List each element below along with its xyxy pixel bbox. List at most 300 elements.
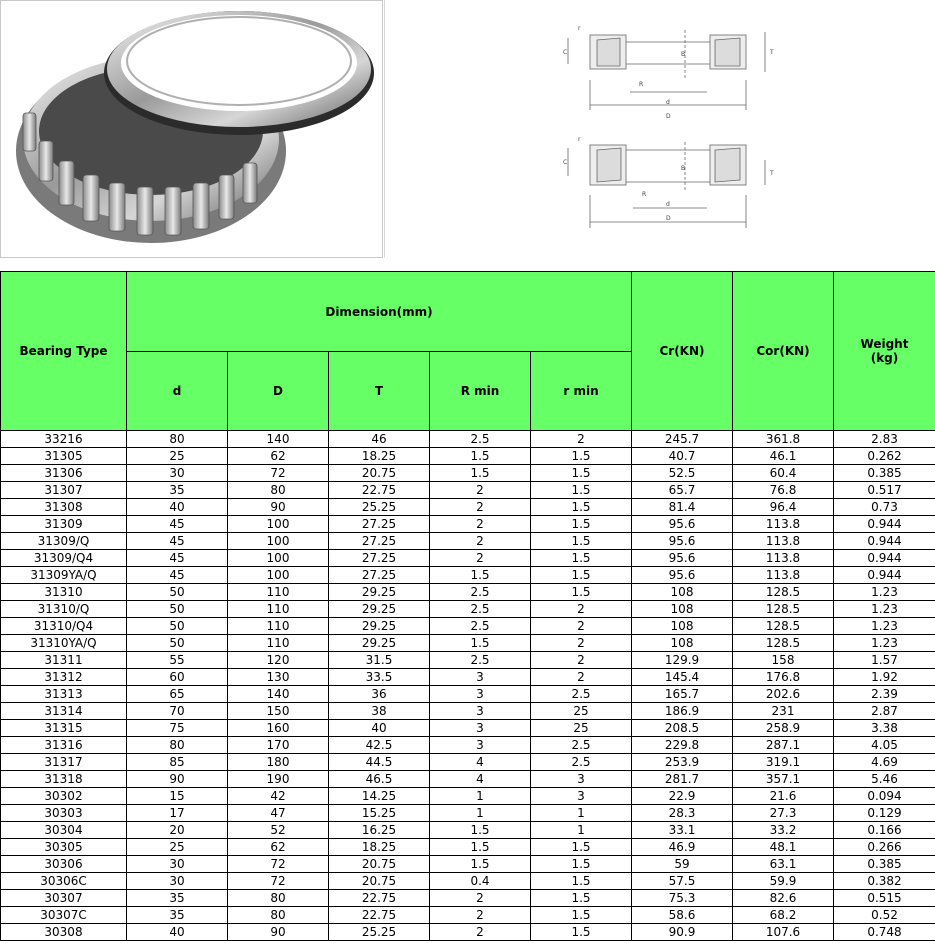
cell-cr: 108 — [632, 618, 733, 635]
cell-r-min-upper: 3 — [430, 703, 531, 720]
cell-r-min-lower: 2 — [531, 669, 632, 686]
cell-d: 35 — [127, 890, 228, 907]
cell-bearing-type: 31306 — [1, 465, 127, 482]
cell-r-min-upper: 2 — [430, 550, 531, 567]
diagram-label-r-upper: r — [578, 25, 581, 32]
table-row — [1, 652, 935, 669]
cell-bearing-type: 31310YA/Q — [1, 635, 127, 652]
cell-r-min-upper: 2 — [430, 533, 531, 550]
cell-cor: 113.8 — [733, 516, 834, 533]
tapered-roller-bearing-icon — [1, 1, 383, 258]
table-row — [1, 822, 935, 839]
cell-bearing-type: 31318 — [1, 771, 127, 788]
table-row — [1, 856, 935, 873]
cell-bearing-type: 33216 — [1, 431, 127, 448]
cell-r-min-lower: 2.5 — [531, 737, 632, 754]
cell-T: 20.75 — [329, 465, 430, 482]
cell-r-min-lower: 1.5 — [531, 482, 632, 499]
cell-d: 55 — [127, 652, 228, 669]
cell-bearing-type: 31315 — [1, 720, 127, 737]
cell-r-min-upper: 1.5 — [430, 635, 531, 652]
cell-cor: 361.8 — [733, 431, 834, 448]
cell-T: 27.25 — [329, 550, 430, 567]
cell-cr: 95.6 — [632, 516, 733, 533]
cell-r-min-lower: 3 — [531, 788, 632, 805]
cell-weight: 0.944 — [834, 550, 935, 567]
table-row — [1, 907, 935, 924]
cell-r-min-upper: 2 — [430, 890, 531, 907]
diagram-label-b-lower: B — [681, 165, 686, 172]
cell-T: 31.5 — [329, 652, 430, 669]
cell-bearing-type: 30306C — [1, 873, 127, 890]
cell-cr: 90.9 — [632, 924, 733, 941]
header-bearing-type: Bearing Type — [1, 272, 127, 431]
table-row — [1, 669, 935, 686]
cell-d: 45 — [127, 533, 228, 550]
table-row — [1, 771, 935, 788]
cell-cor: 128.5 — [733, 584, 834, 601]
cell-bearing-type: 31316 — [1, 737, 127, 754]
table-row — [1, 873, 935, 890]
table-row — [1, 516, 935, 533]
cell-bearing-type: 31312 — [1, 669, 127, 686]
cell-d: 60 — [127, 669, 228, 686]
cell-D: 110 — [228, 618, 329, 635]
cell-weight: 0.262 — [834, 448, 935, 465]
cell-r-min-upper: 2 — [430, 516, 531, 533]
diagram-label-c-lower: C — [563, 159, 568, 166]
cell-D: 130 — [228, 669, 329, 686]
cell-weight: 0.166 — [834, 822, 935, 839]
cell-cor: 231 — [733, 703, 834, 720]
table-row — [1, 618, 935, 635]
cell-cor: 46.1 — [733, 448, 834, 465]
cell-T: 29.25 — [329, 601, 430, 618]
diagram-label-D-upper: D — [666, 113, 671, 120]
cell-bearing-type: 30304 — [1, 822, 127, 839]
cell-D: 62 — [228, 448, 329, 465]
table-row — [1, 499, 935, 516]
cell-r-min-upper: 2.5 — [430, 652, 531, 669]
cell-d: 75 — [127, 720, 228, 737]
cell-r-min-lower: 1.5 — [531, 550, 632, 567]
cell-weight: 2.39 — [834, 686, 935, 703]
cell-r-min-upper: 2 — [430, 499, 531, 516]
cell-D: 110 — [228, 635, 329, 652]
cell-T: 46 — [329, 431, 430, 448]
cell-r-min-upper: 3 — [430, 720, 531, 737]
cell-cr: 108 — [632, 635, 733, 652]
cell-T: 25.25 — [329, 924, 430, 941]
cell-r-min-upper: 1.5 — [430, 567, 531, 584]
cell-D: 160 — [228, 720, 329, 737]
header-t-width: T — [329, 352, 430, 431]
table-row — [1, 754, 935, 771]
header-D-outer: D — [228, 352, 329, 431]
cell-weight: 5.46 — [834, 771, 935, 788]
cell-d: 30 — [127, 873, 228, 890]
cell-cr: 208.5 — [632, 720, 733, 737]
cell-cor: 27.3 — [733, 805, 834, 822]
cell-T: 18.25 — [329, 448, 430, 465]
cell-weight: 4.69 — [834, 754, 935, 771]
cell-T: 27.25 — [329, 567, 430, 584]
table-row — [1, 737, 935, 754]
cell-D: 110 — [228, 584, 329, 601]
cell-cor: 21.6 — [733, 788, 834, 805]
cell-cor: 128.5 — [733, 618, 834, 635]
cell-cor: 128.5 — [733, 601, 834, 618]
diagram-label-t-upper: T — [770, 49, 774, 56]
cell-r-min-lower: 1.5 — [531, 567, 632, 584]
cell-T: 38 — [329, 703, 430, 720]
cell-T: 16.25 — [329, 822, 430, 839]
cell-d: 50 — [127, 635, 228, 652]
cell-weight: 1.23 — [834, 635, 935, 652]
table-row — [1, 703, 935, 720]
cell-d: 25 — [127, 839, 228, 856]
cell-T: 27.25 — [329, 533, 430, 550]
cell-T: 25.25 — [329, 499, 430, 516]
table-row — [1, 482, 935, 499]
cell-weight: 0.094 — [834, 788, 935, 805]
cell-cor: 113.8 — [733, 567, 834, 584]
cell-D: 52 — [228, 822, 329, 839]
cell-D: 72 — [228, 873, 329, 890]
cell-T: 18.25 — [329, 839, 430, 856]
cell-cor: 202.6 — [733, 686, 834, 703]
cell-weight: 3.38 — [834, 720, 935, 737]
cell-cr: 58.6 — [632, 907, 733, 924]
cell-weight: 0.382 — [834, 873, 935, 890]
cell-r-min-lower: 1.5 — [531, 533, 632, 550]
diagram-label-c-upper: C — [563, 49, 568, 56]
cross-section-drawing — [384, 0, 935, 258]
diagram-label-b-upper: B — [681, 51, 686, 58]
header-weight-line2: (kg) — [870, 351, 899, 365]
cell-cr: 253.9 — [632, 754, 733, 771]
cell-r-min-lower: 1.5 — [531, 907, 632, 924]
cell-d: 30 — [127, 856, 228, 873]
cell-D: 100 — [228, 516, 329, 533]
diagram-label-d-upper: d — [666, 99, 670, 106]
cell-cor: 258.9 — [733, 720, 834, 737]
cell-cr: 95.6 — [632, 533, 733, 550]
header-cr: Cr(KN) — [632, 272, 733, 431]
cell-T: 44.5 — [329, 754, 430, 771]
cell-r-min-lower: 1.5 — [531, 584, 632, 601]
table-row — [1, 550, 935, 567]
cell-bearing-type: 31310/Q4 — [1, 618, 127, 635]
cell-D: 62 — [228, 839, 329, 856]
cell-cor: 176.8 — [733, 669, 834, 686]
cell-r-min-upper: 3 — [430, 737, 531, 754]
cell-D: 80 — [228, 907, 329, 924]
cell-r-min-upper: 1 — [430, 788, 531, 805]
cell-T: 15.25 — [329, 805, 430, 822]
table-row — [1, 601, 935, 618]
cell-r-min-lower: 25 — [531, 720, 632, 737]
cell-T: 22.75 — [329, 890, 430, 907]
cell-bearing-type: 31313 — [1, 686, 127, 703]
cell-r-min-upper: 2 — [430, 482, 531, 499]
cell-bearing-type: 30306 — [1, 856, 127, 873]
bearing-cross-section-icon — [385, 0, 935, 258]
header-cor: Cor(KN) — [733, 272, 834, 431]
cell-cr: 95.6 — [632, 567, 733, 584]
cell-cr: 245.7 — [632, 431, 733, 448]
header-d-inner: d — [127, 352, 228, 431]
cell-d: 20 — [127, 822, 228, 839]
table-body — [1, 431, 935, 941]
cell-d: 80 — [127, 431, 228, 448]
cell-T: 36 — [329, 686, 430, 703]
cell-d: 15 — [127, 788, 228, 805]
table-row — [1, 448, 935, 465]
cell-r-min-upper: 2 — [430, 924, 531, 941]
table-row — [1, 584, 935, 601]
cell-r-min-upper: 2.5 — [430, 431, 531, 448]
cell-cr: 52.5 — [632, 465, 733, 482]
cell-D: 120 — [228, 652, 329, 669]
cell-r-min-lower: 2 — [531, 431, 632, 448]
cell-D: 140 — [228, 686, 329, 703]
cell-d: 30 — [127, 465, 228, 482]
cell-D: 90 — [228, 924, 329, 941]
cell-r-min-lower: 2 — [531, 635, 632, 652]
cell-cr: 108 — [632, 584, 733, 601]
cell-bearing-type: 30305 — [1, 839, 127, 856]
cell-r-min-lower: 1 — [531, 805, 632, 822]
cell-T: 33.5 — [329, 669, 430, 686]
cell-bearing-type: 31309YA/Q — [1, 567, 127, 584]
cell-d: 25 — [127, 448, 228, 465]
cell-cor: 287.1 — [733, 737, 834, 754]
cell-D: 80 — [228, 890, 329, 907]
cell-cor: 107.6 — [733, 924, 834, 941]
diagram-label-R-lower: R — [642, 191, 647, 198]
cell-cr: 75.3 — [632, 890, 733, 907]
cell-d: 17 — [127, 805, 228, 822]
cell-bearing-type: 31305 — [1, 448, 127, 465]
cell-weight: 0.385 — [834, 465, 935, 482]
cell-r-min-lower: 25 — [531, 703, 632, 720]
cell-weight: 0.73 — [834, 499, 935, 516]
cell-bearing-type: 31308 — [1, 499, 127, 516]
cell-weight: 0.52 — [834, 907, 935, 924]
cell-D: 140 — [228, 431, 329, 448]
cell-cor: 82.6 — [733, 890, 834, 907]
cell-T: 22.75 — [329, 482, 430, 499]
cell-r-min-upper: 4 — [430, 754, 531, 771]
table-row — [1, 720, 935, 737]
cell-weight: 0.944 — [834, 533, 935, 550]
cell-d: 40 — [127, 924, 228, 941]
cell-cr: 40.7 — [632, 448, 733, 465]
table-row — [1, 635, 935, 652]
cell-cor: 96.4 — [733, 499, 834, 516]
cell-cr: 229.8 — [632, 737, 733, 754]
table-row — [1, 686, 935, 703]
cell-weight: 1.23 — [834, 618, 935, 635]
cell-T: 22.75 — [329, 907, 430, 924]
table-row — [1, 567, 935, 584]
table-row — [1, 890, 935, 907]
cell-bearing-type: 31309/Q — [1, 533, 127, 550]
cell-d: 50 — [127, 618, 228, 635]
cell-cor: 357.1 — [733, 771, 834, 788]
table-row — [1, 924, 935, 941]
cell-r-min-upper: 1.5 — [430, 856, 531, 873]
cell-r-min-lower: 1.5 — [531, 856, 632, 873]
header-weight-line1: Weight — [860, 337, 909, 351]
cell-weight: 0.944 — [834, 516, 935, 533]
cell-d: 80 — [127, 737, 228, 754]
header-dimension: Dimension(mm) — [127, 272, 632, 352]
cell-weight: 0.129 — [834, 805, 935, 822]
diagram-label-t-lower: T — [770, 170, 774, 177]
cell-D: 72 — [228, 465, 329, 482]
cell-d: 90 — [127, 771, 228, 788]
cell-r-min-upper: 3 — [430, 669, 531, 686]
cell-cor: 158 — [733, 652, 834, 669]
cell-r-min-upper: 1.5 — [430, 839, 531, 856]
cell-d: 65 — [127, 686, 228, 703]
cell-cr: 22.9 — [632, 788, 733, 805]
cell-cor: 59.9 — [733, 873, 834, 890]
cell-D: 90 — [228, 499, 329, 516]
cell-cor: 68.2 — [733, 907, 834, 924]
cell-bearing-type: 31311 — [1, 652, 127, 669]
cell-r-min-upper: 2.5 — [430, 584, 531, 601]
cell-D: 150 — [228, 703, 329, 720]
cell-bearing-type: 31307 — [1, 482, 127, 499]
cell-r-min-upper: 1.5 — [430, 465, 531, 482]
cell-d: 35 — [127, 907, 228, 924]
cell-cr: 108 — [632, 601, 733, 618]
header-r-min-upper: R min — [430, 352, 531, 431]
cell-cr: 186.9 — [632, 703, 733, 720]
cell-D: 80 — [228, 482, 329, 499]
cell-r-min-lower: 1.5 — [531, 465, 632, 482]
cell-cor: 63.1 — [733, 856, 834, 873]
cell-r-min-lower: 1.5 — [531, 924, 632, 941]
cell-bearing-type: 31314 — [1, 703, 127, 720]
cell-T: 20.75 — [329, 873, 430, 890]
cell-T: 27.25 — [329, 516, 430, 533]
cell-D: 180 — [228, 754, 329, 771]
cell-r-min-lower: 2.5 — [531, 754, 632, 771]
cell-T: 29.25 — [329, 618, 430, 635]
cell-r-min-lower: 1.5 — [531, 516, 632, 533]
cell-bearing-type: 31309 — [1, 516, 127, 533]
cell-weight: 1.92 — [834, 669, 935, 686]
cell-cr: 46.9 — [632, 839, 733, 856]
cell-weight: 2.87 — [834, 703, 935, 720]
diagram-label-D-lower: D — [666, 215, 671, 222]
cell-r-min-lower: 2 — [531, 652, 632, 669]
table-row — [1, 805, 935, 822]
cell-weight: 1.23 — [834, 601, 935, 618]
cell-d: 50 — [127, 601, 228, 618]
diagram-label-r-lower: r — [578, 136, 581, 143]
cell-cr: 281.7 — [632, 771, 733, 788]
cell-r-min-upper: 2 — [430, 907, 531, 924]
cell-bearing-type: 31309/Q4 — [1, 550, 127, 567]
cell-r-min-upper: 4 — [430, 771, 531, 788]
cell-r-min-lower: 2 — [531, 618, 632, 635]
cell-cr: 145.4 — [632, 669, 733, 686]
cell-T: 40 — [329, 720, 430, 737]
cell-T: 29.25 — [329, 584, 430, 601]
cell-r-min-upper: 1 — [430, 805, 531, 822]
cell-r-min-lower: 1.5 — [531, 890, 632, 907]
cell-bearing-type: 31310/Q — [1, 601, 127, 618]
cell-D: 100 — [228, 567, 329, 584]
cell-T: 46.5 — [329, 771, 430, 788]
cell-weight: 0.944 — [834, 567, 935, 584]
cell-d: 35 — [127, 482, 228, 499]
cell-r-min-lower: 1.5 — [531, 499, 632, 516]
cell-cr: 95.6 — [632, 550, 733, 567]
cell-r-min-lower: 1.5 — [531, 873, 632, 890]
cell-d: 85 — [127, 754, 228, 771]
cell-weight: 0.266 — [834, 839, 935, 856]
cell-r-min-upper: 3 — [430, 686, 531, 703]
cell-D: 170 — [228, 737, 329, 754]
cell-weight: 0.515 — [834, 890, 935, 907]
cell-d: 45 — [127, 516, 228, 533]
cell-weight: 4.05 — [834, 737, 935, 754]
bearing-photo — [0, 0, 383, 258]
cell-D: 47 — [228, 805, 329, 822]
cell-D: 110 — [228, 601, 329, 618]
cell-D: 72 — [228, 856, 329, 873]
cell-D: 190 — [228, 771, 329, 788]
cell-weight: 2.83 — [834, 431, 935, 448]
cell-r-min-upper: 2.5 — [430, 601, 531, 618]
diagram-label-d-lower: d — [666, 201, 670, 208]
cell-T: 14.25 — [329, 788, 430, 805]
cell-cr: 129.9 — [632, 652, 733, 669]
cell-r-min-lower: 3 — [531, 771, 632, 788]
cell-cor: 76.8 — [733, 482, 834, 499]
cell-weight: 0.385 — [834, 856, 935, 873]
table-row — [1, 533, 935, 550]
cell-d: 70 — [127, 703, 228, 720]
cell-cor: 319.1 — [733, 754, 834, 771]
cell-r-min-upper: 1.5 — [430, 448, 531, 465]
cell-cr: 165.7 — [632, 686, 733, 703]
cell-cor: 48.1 — [733, 839, 834, 856]
header-r-min-lower: r min — [531, 352, 632, 431]
cell-bearing-type: 30302 — [1, 788, 127, 805]
cell-bearing-type: 30303 — [1, 805, 127, 822]
bearing-spec-table — [0, 271, 935, 941]
cell-bearing-type: 30307 — [1, 890, 127, 907]
cell-cor: 60.4 — [733, 465, 834, 482]
cell-weight: 0.748 — [834, 924, 935, 941]
diagram-label-R-upper: R — [639, 81, 644, 88]
cell-r-min-upper: 1.5 — [430, 822, 531, 839]
cell-D: 100 — [228, 533, 329, 550]
cell-d: 50 — [127, 584, 228, 601]
cell-D: 42 — [228, 788, 329, 805]
cell-weight: 0.517 — [834, 482, 935, 499]
cell-T: 42.5 — [329, 737, 430, 754]
cell-T: 20.75 — [329, 856, 430, 873]
cell-D: 100 — [228, 550, 329, 567]
